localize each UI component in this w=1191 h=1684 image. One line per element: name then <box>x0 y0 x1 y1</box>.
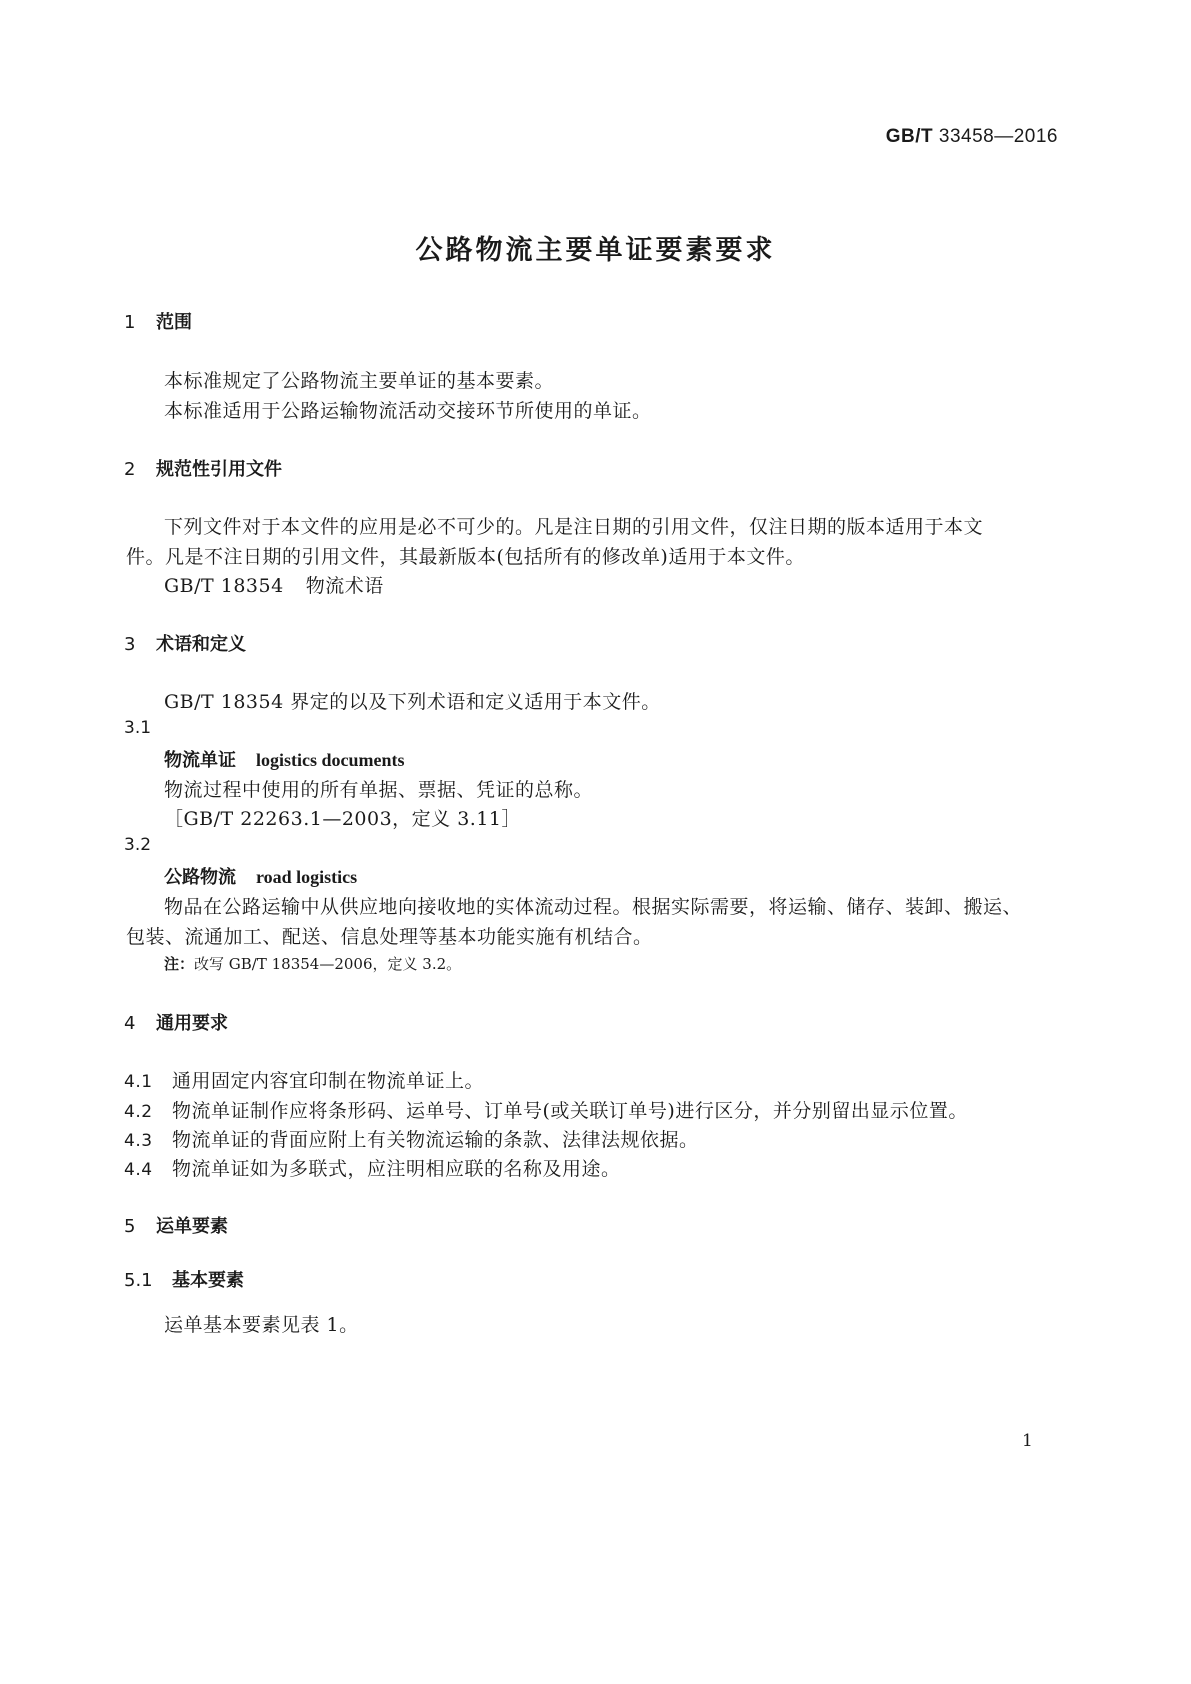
clause-text: 物流单证制作应将条形码、运单号、订单号(或关联订单号)进行区分，并分别留出显示位置。 <box>172 1100 968 1122</box>
clause-number: 4.1 <box>124 1072 153 1092</box>
section-title: 范围 <box>156 312 192 333</box>
section-number: 3 <box>124 634 136 655</box>
list-item <box>124 1066 484 1093</box>
term-chinese: 物流单证 <box>164 750 236 771</box>
subsection-title: 基本要素 <box>172 1270 244 1291</box>
reference-code: GB/T 18354 <box>164 575 284 597</box>
term-number: 3.1 <box>124 718 152 738</box>
section-1-heading <box>124 308 192 334</box>
list-item <box>124 1096 968 1123</box>
clause-number: 4.3 <box>124 1131 153 1151</box>
page-number: 1 <box>1022 1431 1033 1451</box>
paragraph: 下列文件对于本文件的应用是必不可少的。凡是注日期的引用文件，仅注日期的版本适用于本文 <box>164 516 984 538</box>
clause-number: 4.4 <box>124 1160 153 1180</box>
section-title: 运单要素 <box>156 1216 228 1237</box>
term-entry <box>164 746 405 772</box>
section-number: 5 <box>124 1216 136 1237</box>
term-english: road logistics <box>256 867 358 887</box>
note-text: 改写 GB/T 18354—2006，定义 3.2。 <box>194 955 462 973</box>
term-chinese: 公路物流 <box>164 867 236 888</box>
reference-title: 物流术语 <box>305 575 384 597</box>
list-item <box>124 1154 621 1181</box>
standard-code-prefix: GB/T <box>885 126 934 147</box>
section-title: 规范性引用文件 <box>156 459 282 480</box>
paragraph: 本标准规定了公路物流主要单证的基本要素。 <box>164 370 555 392</box>
term-definition: 物品在公路运输中从供应地向接收地的实体流动过程。根据实际需要，将运输、储存、装卸、搬运、 <box>164 896 1023 918</box>
subsection-5-1-heading <box>124 1266 244 1292</box>
clause-number: 4.2 <box>124 1102 153 1122</box>
term-note <box>164 953 461 974</box>
section-number: 4 <box>124 1013 136 1034</box>
note-label: 注： <box>164 955 195 973</box>
section-title: 术语和定义 <box>156 634 246 655</box>
term-entry <box>164 863 357 889</box>
section-4-heading <box>124 1009 228 1035</box>
section-number: 2 <box>124 459 136 480</box>
term-definition: 物流过程中使用的所有单据、票据、凭证的总称。 <box>164 779 594 801</box>
section-2-heading <box>124 455 282 481</box>
clause-text: 通用固定内容宜印制在物流单证上。 <box>172 1070 485 1092</box>
term-source: ［GB/T 22263.1—2003，定义 3.11］ <box>164 808 522 830</box>
list-item <box>124 1125 699 1152</box>
standard-code <box>886 126 1058 148</box>
section-5-heading <box>124 1212 228 1238</box>
normative-reference <box>164 571 384 598</box>
term-number: 3.2 <box>124 835 152 855</box>
section-number: 1 <box>124 312 136 333</box>
document-title: 公路物流主要单证要素要求 <box>415 235 776 266</box>
term-english: logistics documents <box>256 750 405 770</box>
term-definition: 包装、流通加工、配送、信息处理等基本功能实施有机结合。 <box>126 926 653 948</box>
clause-text: 物流单证的背面应附上有关物流运输的条款、法律法规依据。 <box>172 1129 699 1151</box>
paragraph: 本标准适用于公路运输物流活动交接环节所使用的单证。 <box>164 400 652 422</box>
paragraph: GB/T 18354 界定的以及下列术语和定义适用于本文件。 <box>164 691 661 713</box>
clause-text: 物流单证如为多联式，应注明相应联的名称及用途。 <box>172 1158 621 1180</box>
standard-code-number: 33458—2016 <box>938 126 1058 147</box>
paragraph: 运单基本要素见表 1。 <box>164 1314 359 1336</box>
section-3-heading <box>124 630 246 656</box>
subsection-number: 5.1 <box>124 1270 153 1291</box>
paragraph: 件。凡是不注日期的引用文件，其最新版本(包括所有的修改单)适用于本文件。 <box>126 546 805 568</box>
section-title: 通用要求 <box>156 1013 228 1034</box>
